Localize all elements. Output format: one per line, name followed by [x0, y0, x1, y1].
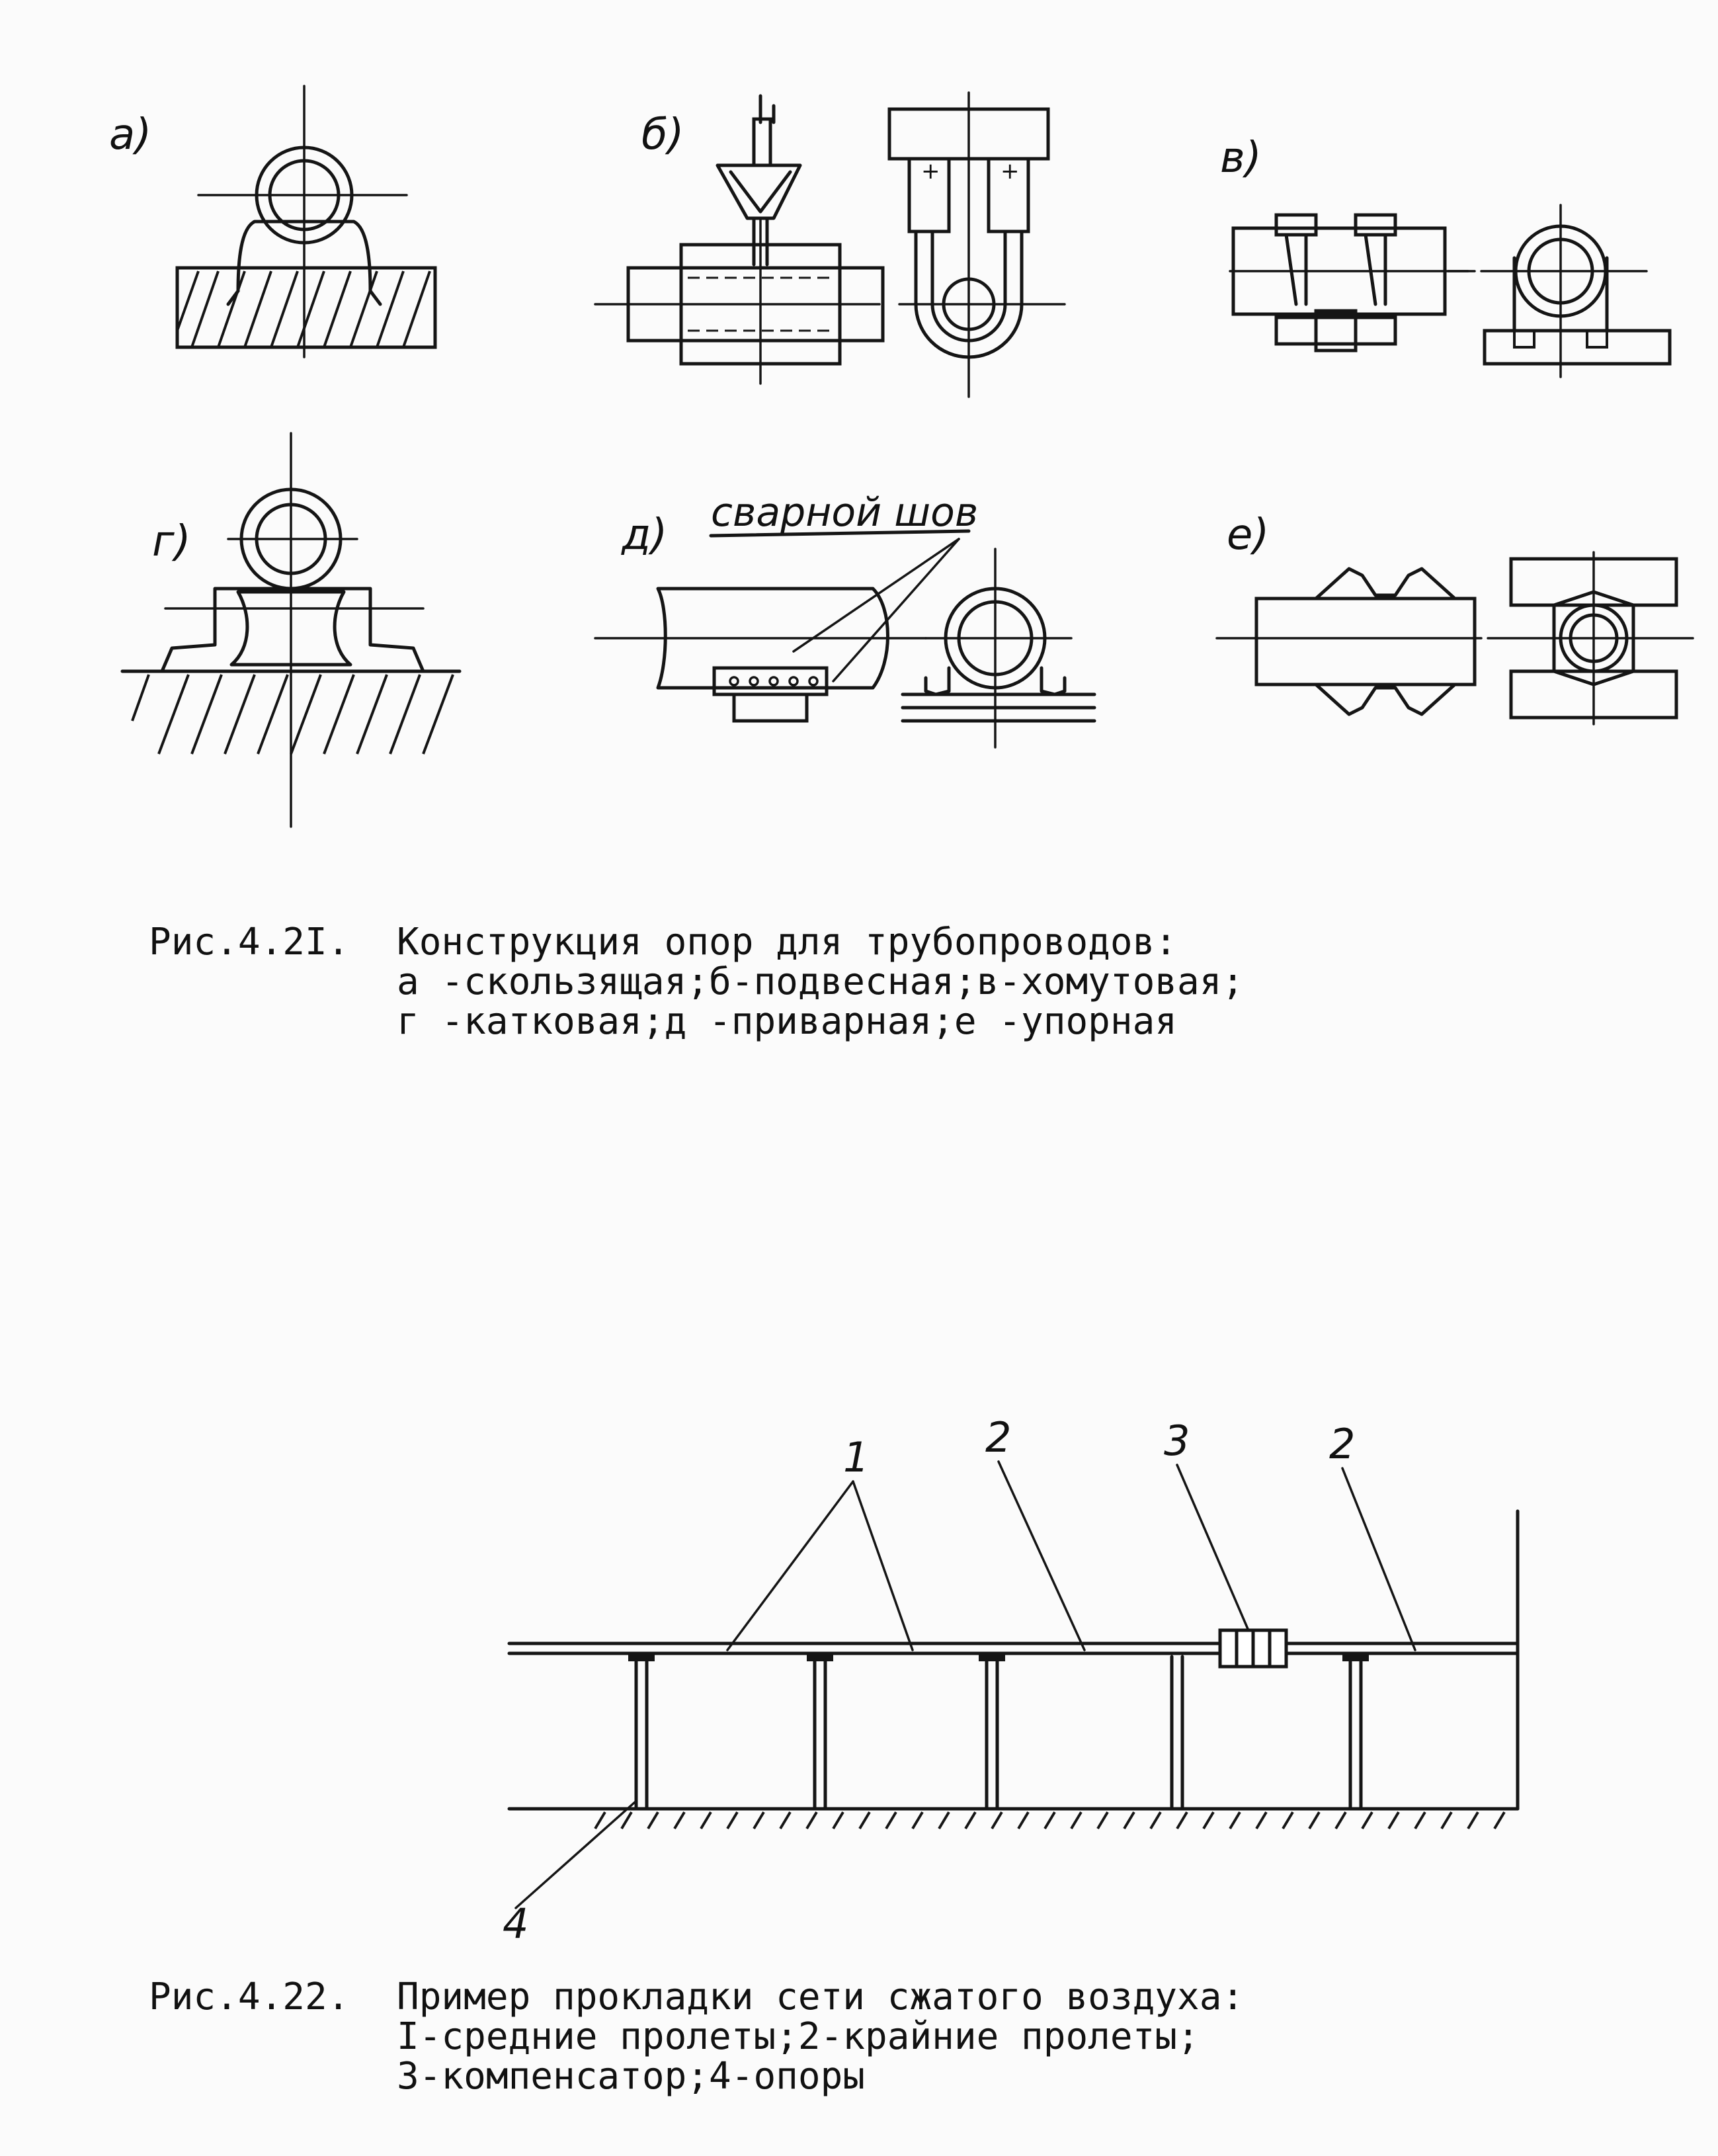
panel-e-thrust-support: [1217, 511, 1693, 724]
panel-g-label: г): [152, 517, 191, 566]
figure-4-22-title: Пример прокладки сети сжатого воздуха:: [397, 1975, 1245, 2018]
figure-4-21-line2: а -скользящая;б-подвесная;в-хомутовая;: [397, 960, 1245, 1003]
figure-4-22-number: Рис.4.22.: [149, 1975, 350, 2018]
panel-d-welded-support: [595, 489, 1094, 747]
figure-4-21-number: Рис.4.2I.: [149, 921, 350, 964]
figure-4-22-line2: I-средние пролеты;2-крайние пролеты;: [397, 2015, 1200, 2058]
label-end-span-right: 2: [1329, 1420, 1356, 1468]
panel-a-sliding-support: [109, 86, 435, 357]
label-supports: 4: [503, 1899, 529, 1948]
svg-text:+: +: [1001, 158, 1020, 185]
panel-e-label: е): [1227, 511, 1270, 560]
panel-a-label: а): [109, 110, 152, 159]
weld-seam-label: сварной шов: [711, 489, 979, 536]
figure-4-21-title: Конструкция опор для трубопроводов:: [397, 921, 1178, 964]
panel-g-roller-support: [122, 433, 460, 827]
panel-v-clamp-support: [1220, 134, 1670, 377]
ground-hatch: [595, 1812, 1504, 1829]
support-posts: [628, 1655, 1369, 1809]
compressed-air-network-diagram: [503, 1413, 1518, 1948]
label-middle-spans: 1: [843, 1433, 870, 1481]
figure-4-21-line3: г -катковая;д -приварная;е -упорная: [397, 1000, 1178, 1043]
panel-b-suspended-support: [595, 93, 1065, 397]
panel-v-label: в): [1220, 134, 1262, 183]
figure-4-22-line3: 3-компенсатор;4-опоры: [397, 2055, 866, 2098]
svg-text:+: +: [921, 158, 940, 185]
panel-d-label: д): [622, 511, 668, 560]
panel-b-label: б): [641, 110, 684, 159]
label-compensator: 3: [1164, 1417, 1190, 1465]
label-end-span-left: 2: [985, 1413, 1012, 1462]
